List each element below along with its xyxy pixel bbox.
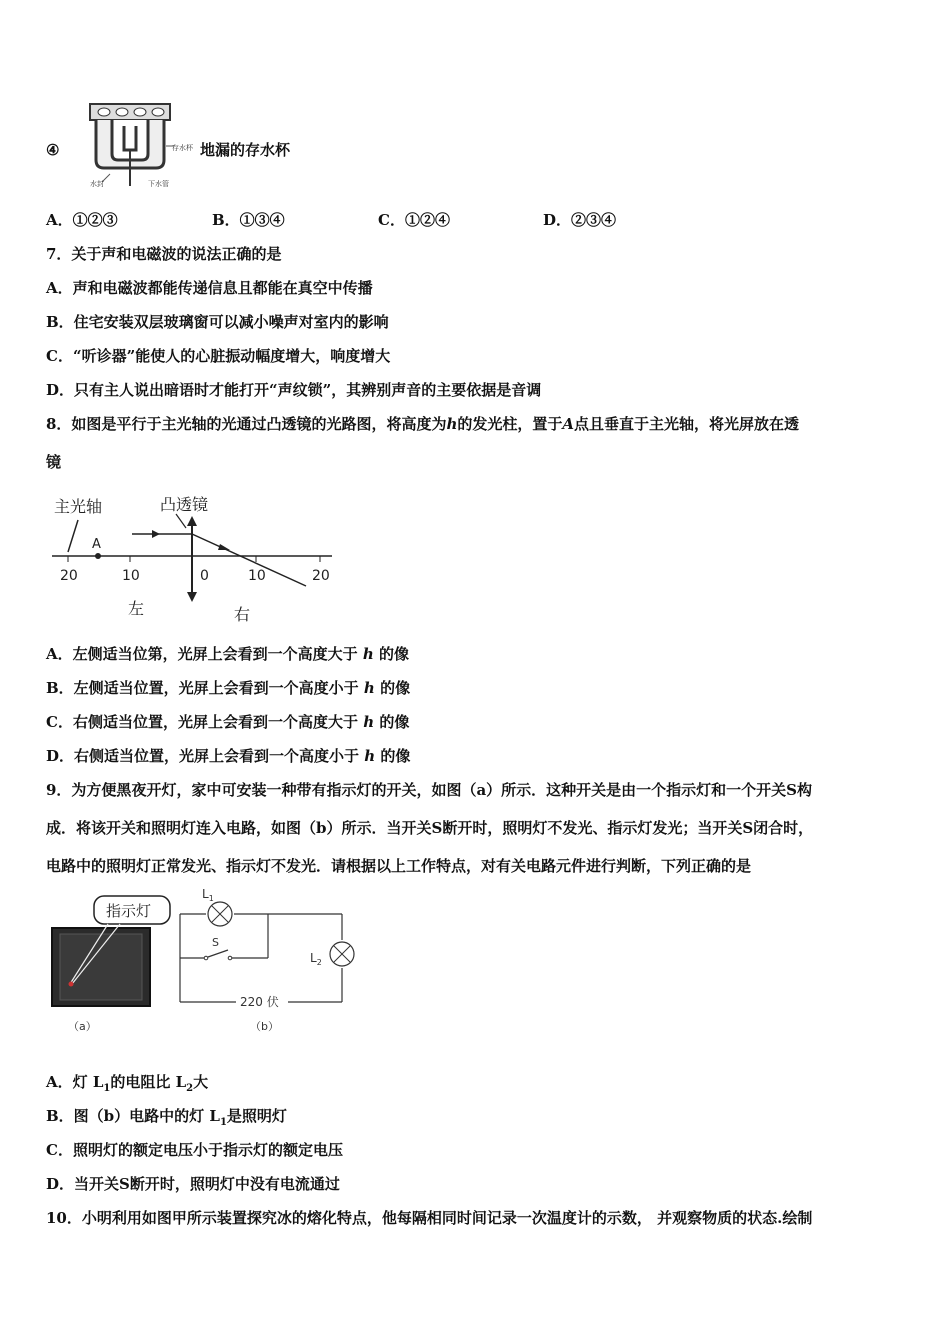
indicator-dot: [69, 982, 74, 987]
item4-mark: ④: [46, 141, 60, 159]
floor-drain-figure: [82, 98, 200, 190]
q7-option-b: B．住宅安装双层玻璃窗可以减小噪声对室内的影响: [46, 313, 389, 331]
point-a: [95, 553, 101, 559]
q6-option-b: B．①③④: [212, 211, 285, 229]
q7-option-d: D．只有主人说出暗语时才能打开“声纹锁”，其辨别声音的主要依据是音调: [46, 381, 542, 399]
tick-10-right: 10: [248, 568, 266, 584]
q9-stem-line1: 9．为方便黑夜开灯，家中可安装一种带有指示灯的开关，如图（a）所示．这种开关是由一个指示灯和一个开关S构: [46, 781, 812, 799]
label-cup: 存水杯: [172, 144, 193, 152]
q9-option-a: A．灯 $L_1$的电阻比 $L_2$大: [46, 1073, 209, 1094]
item4-text: 地漏的存水杯: [200, 141, 291, 159]
q7-option-c: C．“听诊器”能使人的心脏振动幅度增大，响度增大: [46, 347, 391, 365]
callout-label: 指示灯: [106, 902, 152, 920]
label-point-a: A: [92, 537, 101, 552]
label-l1: $L_1$: [202, 887, 214, 903]
label-pipe: 下水管: [148, 180, 169, 188]
q9-option-b: B．图（b）电路中的灯 $L_1$是照明灯: [46, 1107, 287, 1128]
q6-option-c: C．①②④: [378, 211, 450, 229]
q7-option-a: A．声和电磁波都能传递信息且都能在真空中传播: [46, 279, 373, 297]
label-seal: 水封: [90, 180, 104, 188]
switch-s: [208, 950, 228, 957]
q9-stem-line3: 电路中的照明灯正常发光、指示灯不发光．请根据以上工作特点，对有关电路元件进行判断，下列正确的是: [46, 857, 752, 875]
tick-20-right: 20: [312, 568, 330, 584]
q7-stem: 7．关于声和电磁波的说法正确的是: [46, 245, 282, 263]
tick-0: 0: [200, 568, 209, 584]
q8-option-c: C．右侧适当位置，光屏上会看到一个高度大于 h 的像: [46, 713, 410, 731]
caption-b: （b）: [250, 1020, 279, 1033]
q9-option-d: D．当开关S断开时，照明灯中没有电流通过: [46, 1175, 340, 1193]
convex-lens-figure: [48, 490, 338, 628]
label-lens: 凸透镜: [160, 495, 209, 514]
circuit-figure: [176, 884, 366, 1044]
label-s: S: [212, 936, 219, 949]
q9-stem-line2: 成．将该开关和照明灯连入电路，如图（b）所示．当开关S断开时，照明灯不发光、指示灯发光；当开关S闭合时，: [46, 819, 814, 837]
caption-a: （a）: [68, 1020, 97, 1033]
q9-option-c: C．照明灯的额定电压小于指示灯的额定电压: [46, 1141, 343, 1159]
label-l2: $L_2$: [310, 951, 322, 967]
q8-stem-line2: 镜: [46, 453, 62, 471]
label-right: 右: [234, 605, 251, 624]
q10-stem: 10．小明利用如图甲所示装置探究冰的熔化特点，他每隔相同时间记录一次温度计的示数， 并观察物质的状态.绘制: [46, 1209, 813, 1227]
q8-option-a: A．左侧适当位第，光屏上会看到一个高度大于 h 的像: [46, 645, 410, 663]
q6-option-d: D．②③④: [543, 211, 617, 229]
q8-option-b: B．左侧适当位置，光屏上会看到一个高度小于 h 的像: [46, 679, 411, 697]
label-voltage: 220 伏: [240, 995, 279, 1009]
q8-stem: 8．如图是平行于主光轴的光通过凸透镜的光路图，将高度为h的发光柱，置于A点且垂直于主光轴，将光屏放在透: [46, 415, 800, 433]
q6-option-a: A．①②③: [46, 211, 118, 229]
label-main-axis: 主光轴: [54, 497, 103, 516]
switch-photo-figure: [48, 892, 178, 1042]
q8-option-d: D．右侧适当位置，光屏上会看到一个高度小于 h 的像: [46, 747, 411, 765]
label-left: 左: [128, 599, 145, 618]
tick-20-left: 20: [60, 568, 78, 584]
tick-10-left: 10: [122, 568, 140, 584]
